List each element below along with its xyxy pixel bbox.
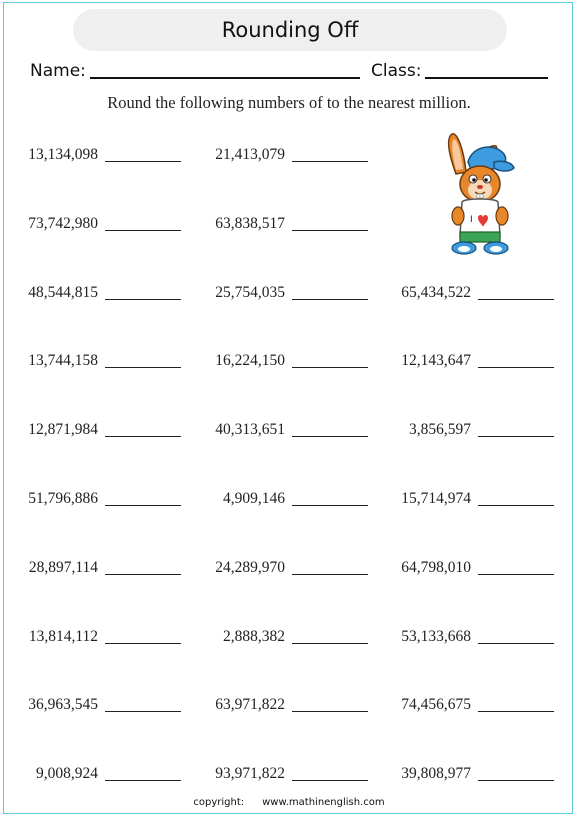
problem-number: 16,224,150 — [215, 352, 285, 370]
answer-blank[interactable] — [105, 230, 181, 231]
problem-item — [187, 690, 368, 714]
answer-blank[interactable] — [105, 574, 181, 575]
problem-number: 15,714,974 — [401, 490, 471, 507]
problem-number: 73,742,980 — [28, 214, 98, 232]
problem-number: 74,456,675 — [401, 696, 471, 714]
copyright-label: copyright: — [193, 797, 245, 808]
answer-blank[interactable] — [105, 161, 181, 162]
problem-item — [373, 622, 554, 646]
problem-item — [187, 622, 368, 646]
problem-number: 25,754,035 — [215, 283, 285, 301]
problem-item — [373, 346, 554, 370]
problem-item — [187, 346, 368, 370]
problem-number: 48,544,815 — [28, 283, 98, 301]
problem-item — [0, 209, 181, 233]
problem-number: 40,313,651 — [215, 421, 285, 439]
problem-item — [187, 209, 368, 233]
problem-number: 13,814,112 — [28, 627, 98, 645]
answer-blank[interactable] — [478, 643, 554, 644]
problem-item — [0, 622, 181, 646]
problem-number: 36,963,545 — [28, 696, 98, 714]
problem-item — [187, 484, 368, 508]
problem-number: 93,971,822 — [215, 765, 285, 783]
problem-item — [373, 415, 554, 439]
answer-blank[interactable] — [478, 505, 554, 506]
answer-blank[interactable] — [478, 299, 554, 300]
problem-number: 2,888,382 — [223, 627, 285, 645]
answer-blank[interactable] — [292, 161, 368, 162]
answer-blank[interactable] — [105, 643, 181, 644]
svg-text:I: I — [470, 215, 473, 225]
answer-blank[interactable] — [478, 711, 554, 712]
answer-blank[interactable] — [478, 780, 554, 781]
answer-blank[interactable] — [105, 505, 181, 506]
name-line[interactable] — [90, 77, 360, 79]
problem-number: 63,971,822 — [215, 696, 285, 714]
problem-item — [0, 553, 181, 577]
problem-number: 13,134,098 — [28, 146, 98, 163]
problem-item — [0, 759, 181, 783]
problem-number: 28,897,114 — [28, 558, 98, 576]
answer-blank[interactable] — [292, 574, 368, 575]
answer-blank[interactable] — [292, 643, 368, 644]
problem-number: 13,744,158 — [28, 352, 98, 370]
answer-blank[interactable] — [292, 711, 368, 712]
worksheet-title: Rounding Off — [73, 9, 507, 51]
site-url[interactable]: www.mathinenglish.com — [262, 797, 385, 808]
instruction-text: Round the following numbers of to the nearest million. — [107, 93, 471, 112]
problem-number: 24,289,970 — [215, 558, 285, 576]
answer-blank[interactable] — [292, 299, 368, 300]
answer-blank[interactable] — [478, 574, 554, 575]
problem-item — [187, 140, 368, 164]
problem-item — [187, 553, 368, 577]
problem-item — [0, 484, 181, 508]
answer-blank[interactable] — [105, 780, 181, 781]
problem-number: 63,838,517 — [215, 214, 285, 232]
answer-blank[interactable] — [105, 436, 181, 437]
problem-item — [187, 415, 368, 439]
answer-blank[interactable] — [105, 711, 181, 712]
name-label: Name: — [30, 61, 86, 81]
problem-number: 9,008,924 — [36, 765, 98, 783]
problem-item — [373, 690, 554, 714]
problem-number: 12,143,647 — [401, 352, 471, 370]
problem-item — [373, 553, 554, 577]
problem-item — [0, 140, 181, 164]
problem-number: 3,856,597 — [409, 421, 471, 439]
problem-number: 64,798,010 — [401, 558, 471, 576]
answer-blank[interactable] — [105, 367, 181, 368]
problem-number: 21,413,079 — [215, 146, 285, 163]
answer-blank[interactable] — [105, 299, 181, 300]
problem-item — [373, 759, 554, 783]
problem-item — [187, 759, 368, 783]
answer-blank[interactable] — [478, 436, 554, 437]
problem-item — [187, 278, 368, 302]
problem-item — [0, 415, 181, 439]
problem-number: 53,133,668 — [401, 627, 471, 645]
bunny-mascot-icon — [438, 132, 518, 260]
answer-blank[interactable] — [478, 367, 554, 368]
class-line[interactable] — [425, 77, 548, 79]
problem-number: 65,434,522 — [401, 283, 471, 301]
answer-blank[interactable] — [292, 780, 368, 781]
problem-item — [373, 484, 554, 508]
problem-number: 39,808,977 — [401, 765, 471, 783]
answer-blank[interactable] — [292, 436, 368, 437]
answer-blank[interactable] — [292, 505, 368, 506]
problem-item — [0, 690, 181, 714]
problem-number: 12,871,984 — [28, 421, 98, 439]
class-label: Class: — [371, 61, 422, 81]
problem-number: 51,796,886 — [28, 490, 98, 507]
problem-item — [0, 346, 181, 370]
answer-blank[interactable] — [292, 230, 368, 231]
problem-item — [0, 278, 181, 302]
footer — [0, 797, 578, 808]
answer-blank[interactable] — [292, 367, 368, 368]
problem-number: 4,909,146 — [223, 490, 285, 507]
problem-item — [373, 278, 554, 302]
